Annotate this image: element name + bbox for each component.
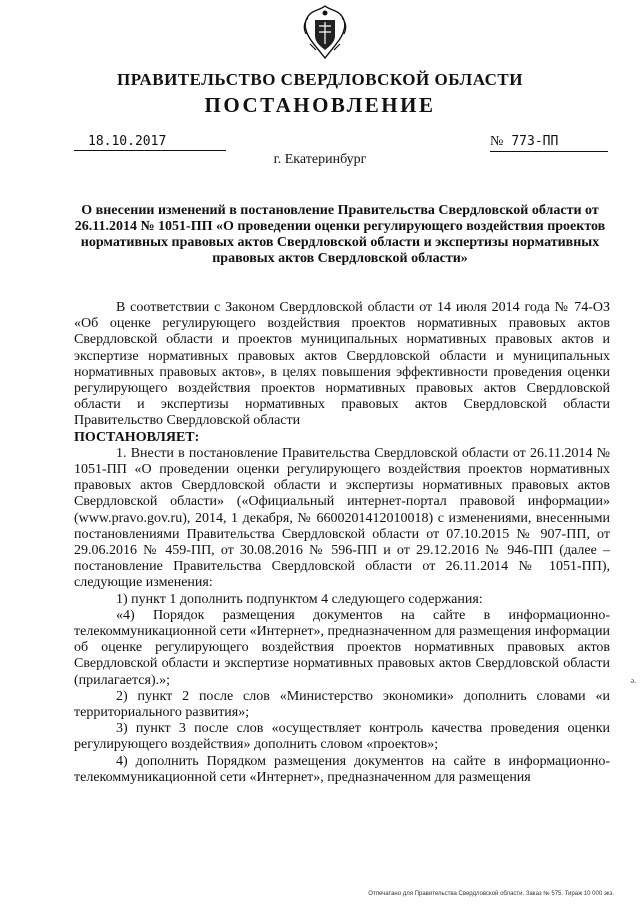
clause-1-paragraph: 1. Внести в постановление Правительства Свердловской области от 26.11.2014 № 1051-ПП «О проведении оценки регулирующего воздействия проектов нормативных правовых актов Свердловской области и экспертизы нормативных правовых актов Свердловской области» («Официальный интернет-портал правовой информации» (www.pravo.gov.ru), 2014, 1 декабря, № 6600201412010018) с изменениями, внесенными постановлениями Правительства Свердловской области от 07.10.2015 № 907-ПП, от 29.06.2016 № 459-ПП, от 30.08.2016 № 596-ПП и от 29.12.2016 № 946-ПП (далее – постановление Правительства Свердловской области от 26.11.2014 № 1051-ПП), следующие изменения: — [74, 445, 610, 591]
government-name: ПРАВИТЕЛЬСТВО СВЕРДЛОВСКОЙ ОБЛАСТИ — [117, 70, 523, 89]
subclause-3-paragraph: 3) пункт 3 после слов «осуществляет контроль качества проведения оценки регулирующего воздействия» дополнить словом «проектов»; — [74, 721, 610, 753]
city-name: г. Екатеринбург — [273, 152, 367, 167]
subclause-2-paragraph: 2) пункт 2 после слов «Министерство экономики» дополнить словами «и территориального развития»; — [74, 688, 610, 721]
print-footer: Отпечатано для Правительства Свердловской области. Заказ № 575. Тираж 10 000 экз. — [368, 891, 614, 897]
document-body — [74, 300, 610, 786]
document-title: О внесении изменений в постановление Правительства Свердловской области от 26.11.2014 № 1051-ПП «О проведении оценки регулирующего воздействия проектов нормативных правовых актов Свердловской области и экспертизы нормативных правовых актов Свердловской области» — [74, 203, 606, 266]
document-number-field — [490, 134, 608, 152]
subclause-1-paragraph: 1) пункт 1 дополнить подпунктом 4 следующего содержания: — [116, 591, 483, 607]
subclause-4-paragraph: 4) дополнить Порядком размещения документов на сайте в информационно-телекоммуникационной сети «Интернет», предназначенном для размещения — [74, 753, 610, 785]
preamble-paragraph: В соответствии с Законом Свердловской области от 14 июля 2014 года № 74-ОЗ «Об оценке регулирующего воздействия проектов нормативных правовых актов Свердловской области и проектов муниципальных нормативных правовых актов и экспертизе нормативных правовых актов Свердловской области и муниципальных нормативных правовых актов», в целях повышения эффективности проведения оценки регулирующего воздействия проектов нормативных правовых актов Свердловской области и экспертизы нормативных правовых актов Свердловской области Правительство Свердловской области — [74, 300, 610, 429]
document-date: 18.10.2017 — [74, 134, 226, 151]
margin-mark: ə. — [630, 676, 636, 685]
quoted-subclause-4-paragraph: «4) Порядок размещения документов на сайте в информационно-телекоммуникационной сети «Интернет», предназначенном для размещения информации об оценке регулирующего воздействия проектов нормативных правовых актов Свердловской области и экспертизе нормативных правовых актов Свердловской области (прилагается).»; — [74, 607, 610, 688]
number-sign: № — [490, 134, 504, 149]
document-type: ПОСТАНОВЛЕНИЕ — [204, 93, 436, 117]
coat-of-arms-icon — [300, 4, 350, 60]
document-number: 773-ПП — [511, 134, 559, 149]
resolves-heading: ПОСТАНОВЛЯЕТ: — [74, 429, 200, 445]
